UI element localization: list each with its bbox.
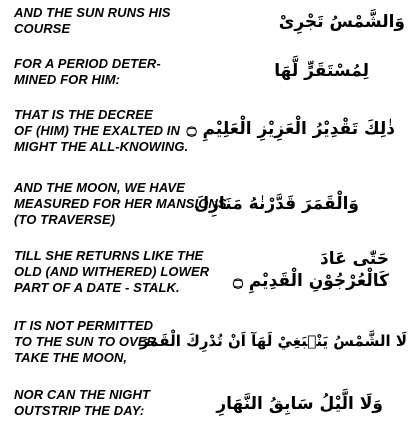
verse-6-arabic bbox=[140, 330, 407, 352]
verse-1-english-line-1: AND THE SUN RUNS HIS bbox=[14, 5, 171, 20]
verse-5-english-line-1: TILL SHE RETURNS LIKE THE bbox=[14, 248, 204, 263]
verse-5-english-line-3: PART OF A DATE - STALK. bbox=[14, 280, 180, 295]
verse-7-english bbox=[14, 387, 150, 419]
verse-3-arabic-line-1: ذٰلِكَ تَقْدِيْرُ الْعَزِيْزِ الْعَلِيْمِ ۝ bbox=[186, 119, 395, 139]
verse-1-arabic-line-1: وَالشَّمْسُ تَجْرِىْ bbox=[278, 12, 405, 32]
verse-5-arabic-line-1: حَتّٰى عَادَ bbox=[319, 249, 389, 269]
verse-7 bbox=[0, 387, 419, 423]
verse-6-english bbox=[14, 318, 156, 366]
verse-4-arabic bbox=[194, 193, 359, 215]
verse-6-english-line-1: IT IS NOT PERMITTED bbox=[14, 318, 154, 333]
verse-2 bbox=[0, 56, 419, 92]
verse-2-english bbox=[14, 56, 161, 88]
verse-3 bbox=[0, 107, 419, 159]
verse-2-arabic-line-1: لِمُسْتَقَرٍّ لَّهَا bbox=[274, 61, 369, 81]
verse-7-english-line-1: NOR CAN THE NIGHT bbox=[14, 387, 151, 402]
verse-1 bbox=[0, 5, 419, 41]
verse-6-english-line-3: TAKE THE MOON, bbox=[14, 350, 128, 365]
verse-3-english-line-2: OF (HIM) THE EXALTED IN bbox=[14, 123, 180, 138]
verse-7-english-line-2: OUTSTRIP THE DAY: bbox=[14, 403, 145, 418]
verse-4 bbox=[0, 180, 419, 232]
verse-4-english-line-2: MEASURED FOR HER MANSIONS bbox=[14, 196, 227, 211]
verse-4-english-line-1: AND THE MOON, WE HAVE bbox=[14, 180, 185, 195]
verse-4-arabic-line-1: وَالْقَمَرَ قَدَّرْنٰهُ مَنَازِلَ bbox=[194, 194, 359, 214]
verse-4-english-line-3: (TO TRAVERSE) bbox=[14, 212, 116, 227]
verse-3-english bbox=[14, 107, 188, 155]
verse-6-arabic-line-1: لَا الشَّمْسُ يَنْۢبَغِيْ لَهَآ اَنْ تُدْرِكَ الْقَمَرَ bbox=[139, 332, 407, 350]
verse-1-english-line-2: COURSE bbox=[14, 21, 71, 36]
verse-2-english-line-2: MINED FOR HIM: bbox=[14, 72, 121, 87]
verse-5-english bbox=[14, 248, 209, 296]
verse-5-arabic bbox=[233, 248, 389, 292]
verse-7-arabic-line-1: وَلَا الَّيْلُ سَابِقُ النَّهَارِ bbox=[216, 394, 383, 414]
verse-1-english bbox=[14, 5, 171, 37]
verse-1-arabic bbox=[279, 11, 405, 33]
verse-6-english-line-2: TO THE SUN TO OVER bbox=[14, 334, 157, 349]
verse-5-arabic-line-2: كَالْعُرْجُوْنِ الْقَدِيْمِ ۝ bbox=[232, 271, 389, 291]
verse-3-arabic bbox=[187, 118, 395, 140]
verse-5-english-line-2: OLD (AND WITHERED) LOWER bbox=[14, 264, 210, 279]
verse-5 bbox=[0, 248, 419, 300]
verse-3-english-line-3: MIGHT THE ALL-KNOWING. bbox=[14, 139, 189, 154]
verse-3-english-line-1: THAT IS THE DECREE bbox=[14, 107, 153, 122]
verse-2-arabic bbox=[274, 60, 369, 82]
verse-7-arabic bbox=[216, 393, 383, 415]
verse-2-english-line-1: FOR A PERIOD DETER- bbox=[14, 56, 161, 71]
verse-6 bbox=[0, 318, 419, 370]
